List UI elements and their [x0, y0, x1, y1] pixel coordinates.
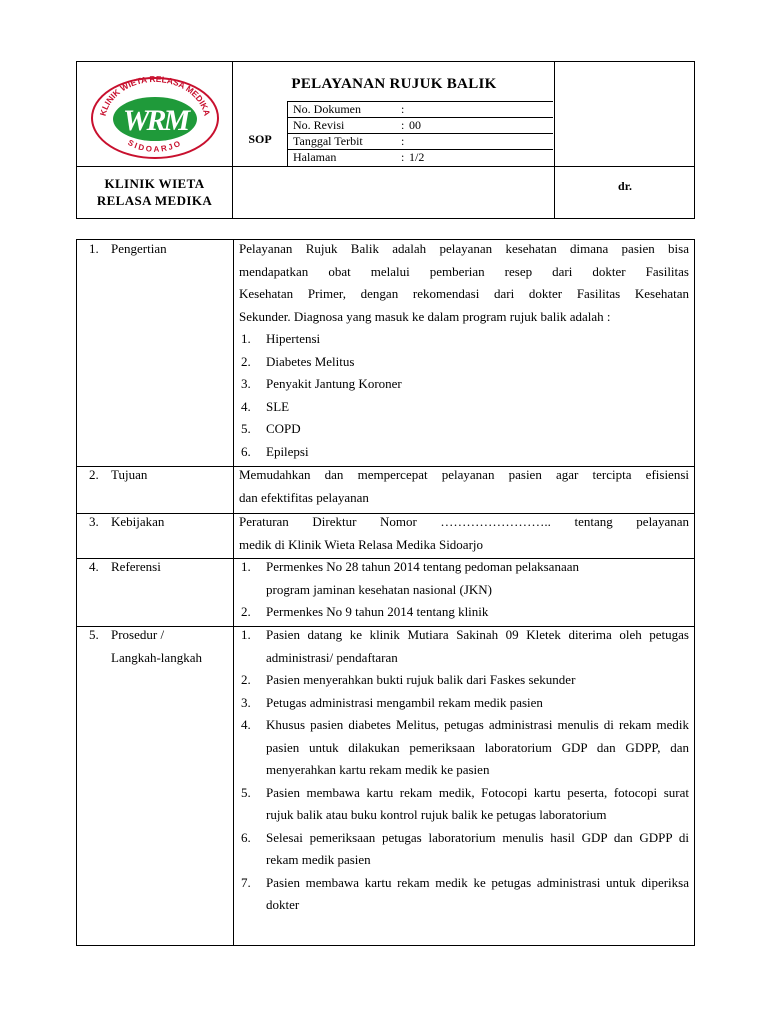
paragraph-line: dan efektifitas pelayanan	[239, 489, 369, 505]
list-number: 1.	[241, 559, 251, 574]
list-item	[239, 601, 679, 624]
logo-arc-text: KLINIK WIETA RELASA MEDIKA	[97, 73, 212, 117]
list-text: Pasien membawa kartu rekam medik ke petugas administrasi untuk diperiksa dokter	[266, 874, 689, 912]
list-item	[239, 441, 689, 464]
doc-field-value: 00	[409, 118, 421, 132]
doc-field-sep: :	[401, 118, 405, 132]
list-text: Epilepsi	[266, 443, 309, 459]
doc-field-sep: :	[401, 102, 405, 116]
list-number: 3.	[241, 376, 251, 391]
list-number: 2.	[241, 672, 251, 687]
section-label: Langkah-langkah	[111, 649, 202, 665]
list-item	[239, 624, 689, 669]
section-label: Pengertian	[111, 241, 167, 256]
list-text: Penyakit Jantung Koroner	[266, 376, 402, 391]
list-item	[239, 714, 689, 782]
list-number: 3.	[241, 694, 251, 710]
list-text: Permenkes No 9 tahun 2014 tentang klinik	[266, 604, 489, 619]
section-label-kebijakan	[89, 511, 164, 534]
procedure-list	[239, 624, 689, 917]
section-content-kebijakan	[239, 511, 689, 556]
sop-label: SOP	[248, 132, 272, 146]
doc-field-row	[287, 133, 554, 149]
list-text: COPD	[266, 421, 301, 436]
list-item	[239, 351, 689, 374]
doc-field-label: Halaman	[293, 150, 337, 164]
paragraph-line: Kesehatan Primer, dengan rekomendasi dari dokter Fasilitas Kesehatan	[239, 286, 689, 301]
doc-field-label: Tanggal Terbit	[293, 134, 363, 148]
section-label-referensi	[89, 556, 161, 579]
list-item	[239, 692, 689, 715]
list-number: 6.	[241, 829, 251, 845]
paragraph-line: Peraturan Direktur Nomor …………………….. tentang pelayanan	[239, 514, 689, 529]
clinic-name-line: RELASA MEDIKA	[96, 193, 213, 208]
list-item	[239, 373, 689, 396]
section-content-referensi	[239, 556, 679, 624]
list-text: Pasien membawa kartu rekam medik, Fotocopi kartu peserta, fotocopi surat rujuk balik atau buku kontrol rujuk balik ke petugas laboratorium	[266, 784, 689, 822]
section-number: 5.	[89, 627, 99, 642]
list-text: Pasien datang ke klinik Mutiara Sakinah 09 Kletek diterima oleh petugas administrasi/ pendaftaran	[266, 627, 689, 665]
logo-bottom-text: SIDOARJO	[125, 137, 184, 154]
section-label-prosedur	[89, 624, 202, 669]
reference-list	[239, 556, 679, 624]
paragraph-line: mendapatkan obat melalui pemberian resep dari dokter Fasilitas	[239, 263, 689, 279]
list-number: 7.	[241, 874, 251, 890]
section-content-prosedur	[239, 624, 689, 917]
document-info	[287, 101, 554, 164]
section-label-pengertian	[89, 238, 167, 261]
list-number: 2.	[241, 353, 251, 369]
doc-field-row	[287, 117, 554, 133]
page-title: PELAYANAN RUJUK BALIK	[291, 76, 497, 92]
clinic-name-line: KLINIK WIETA	[104, 176, 205, 191]
list-item	[239, 827, 689, 872]
list-text: Petugas administrasi mengambil rekam medik pasien	[266, 694, 543, 710]
doc-field-sep: :	[401, 134, 405, 148]
column-divider	[233, 240, 234, 945]
list-number: 4.	[241, 717, 251, 732]
doc-field-row	[287, 149, 554, 165]
list-number: 4.	[241, 398, 251, 414]
list-number: 1.	[241, 331, 251, 346]
logo-monogram: WRM	[122, 103, 187, 137]
doc-field-label: No. Dokumen	[293, 102, 361, 116]
doc-field-sep: :	[401, 150, 405, 164]
section-label: Kebijakan	[111, 514, 165, 529]
sop-content-table	[76, 239, 695, 946]
list-item	[239, 328, 689, 351]
paragraph-line: Sekunder. Diagnosa yang masuk ke dalam program rujuk balik adalah :	[239, 308, 611, 324]
paragraph-line: Memudahkan dan mempercepat pelayanan pasien agar tercipta efisiensi	[239, 467, 689, 482]
sop-header-table	[76, 61, 695, 219]
signature-label: dr.	[618, 179, 632, 193]
section-label: Referensi	[111, 559, 161, 574]
paragraph-line: Pelayanan Rujuk Balik adalah pelayanan kesehatan dimana pasien bisa	[239, 241, 689, 256]
list-text: SLE	[266, 398, 290, 414]
list-text: Selesai pemeriksaan petugas laboratorium menulis hasil GDP dan GDPP di rekam medik pasien	[266, 829, 689, 867]
list-item	[239, 782, 689, 827]
list-item	[239, 418, 689, 441]
section-number: 4.	[89, 559, 99, 574]
doc-field-row	[287, 101, 554, 117]
list-text: Permenkes No 28 tahun 2014 tentang pedoman pelaksanaan program jaminan kesehatan nasional (JKN)	[266, 559, 579, 597]
section-label: Prosedur /	[111, 627, 165, 642]
list-text: Khusus pasien diabetes Melitus, petugas administrasi menulis di rekam medik pasien untuk dilakukan pemeriksaan laboratorium GDP dan GDPP, dan menyerahkan kartu rekam medik ke pasien	[266, 717, 689, 777]
list-text: Pasien menyerahkan bukti rujuk balik dari Faskes sekunder	[266, 672, 576, 687]
section-number: 3.	[89, 514, 99, 529]
doc-field-label: No. Revisi	[293, 118, 345, 132]
list-item	[239, 669, 689, 692]
clinic-logo	[77, 62, 232, 167]
clinic-name	[77, 175, 232, 209]
list-text: Hipertensi	[266, 331, 321, 346]
list-text: Diabetes Melitus	[266, 353, 355, 369]
section-content-tujuan	[239, 464, 689, 509]
section-label-tujuan	[89, 464, 147, 487]
list-number: 1.	[241, 627, 251, 642]
list-item	[239, 556, 679, 601]
list-number: 5.	[241, 421, 251, 436]
section-content-pengertian	[239, 238, 689, 463]
paragraph-line: medik di Klinik Wieta Relasa Medika Sidoarjo	[239, 536, 484, 552]
list-number: 5.	[241, 784, 251, 800]
list-item	[239, 396, 689, 419]
list-number: 6.	[241, 443, 251, 459]
doc-field-value: 1/2	[409, 150, 425, 164]
clinic-logo-icon	[89, 70, 221, 160]
section-number: 1.	[89, 241, 99, 256]
diagnosis-list	[239, 328, 689, 463]
section-number: 2.	[89, 467, 99, 482]
list-number: 2.	[241, 604, 251, 619]
section-label: Tujuan	[111, 467, 148, 482]
list-item	[239, 872, 689, 917]
